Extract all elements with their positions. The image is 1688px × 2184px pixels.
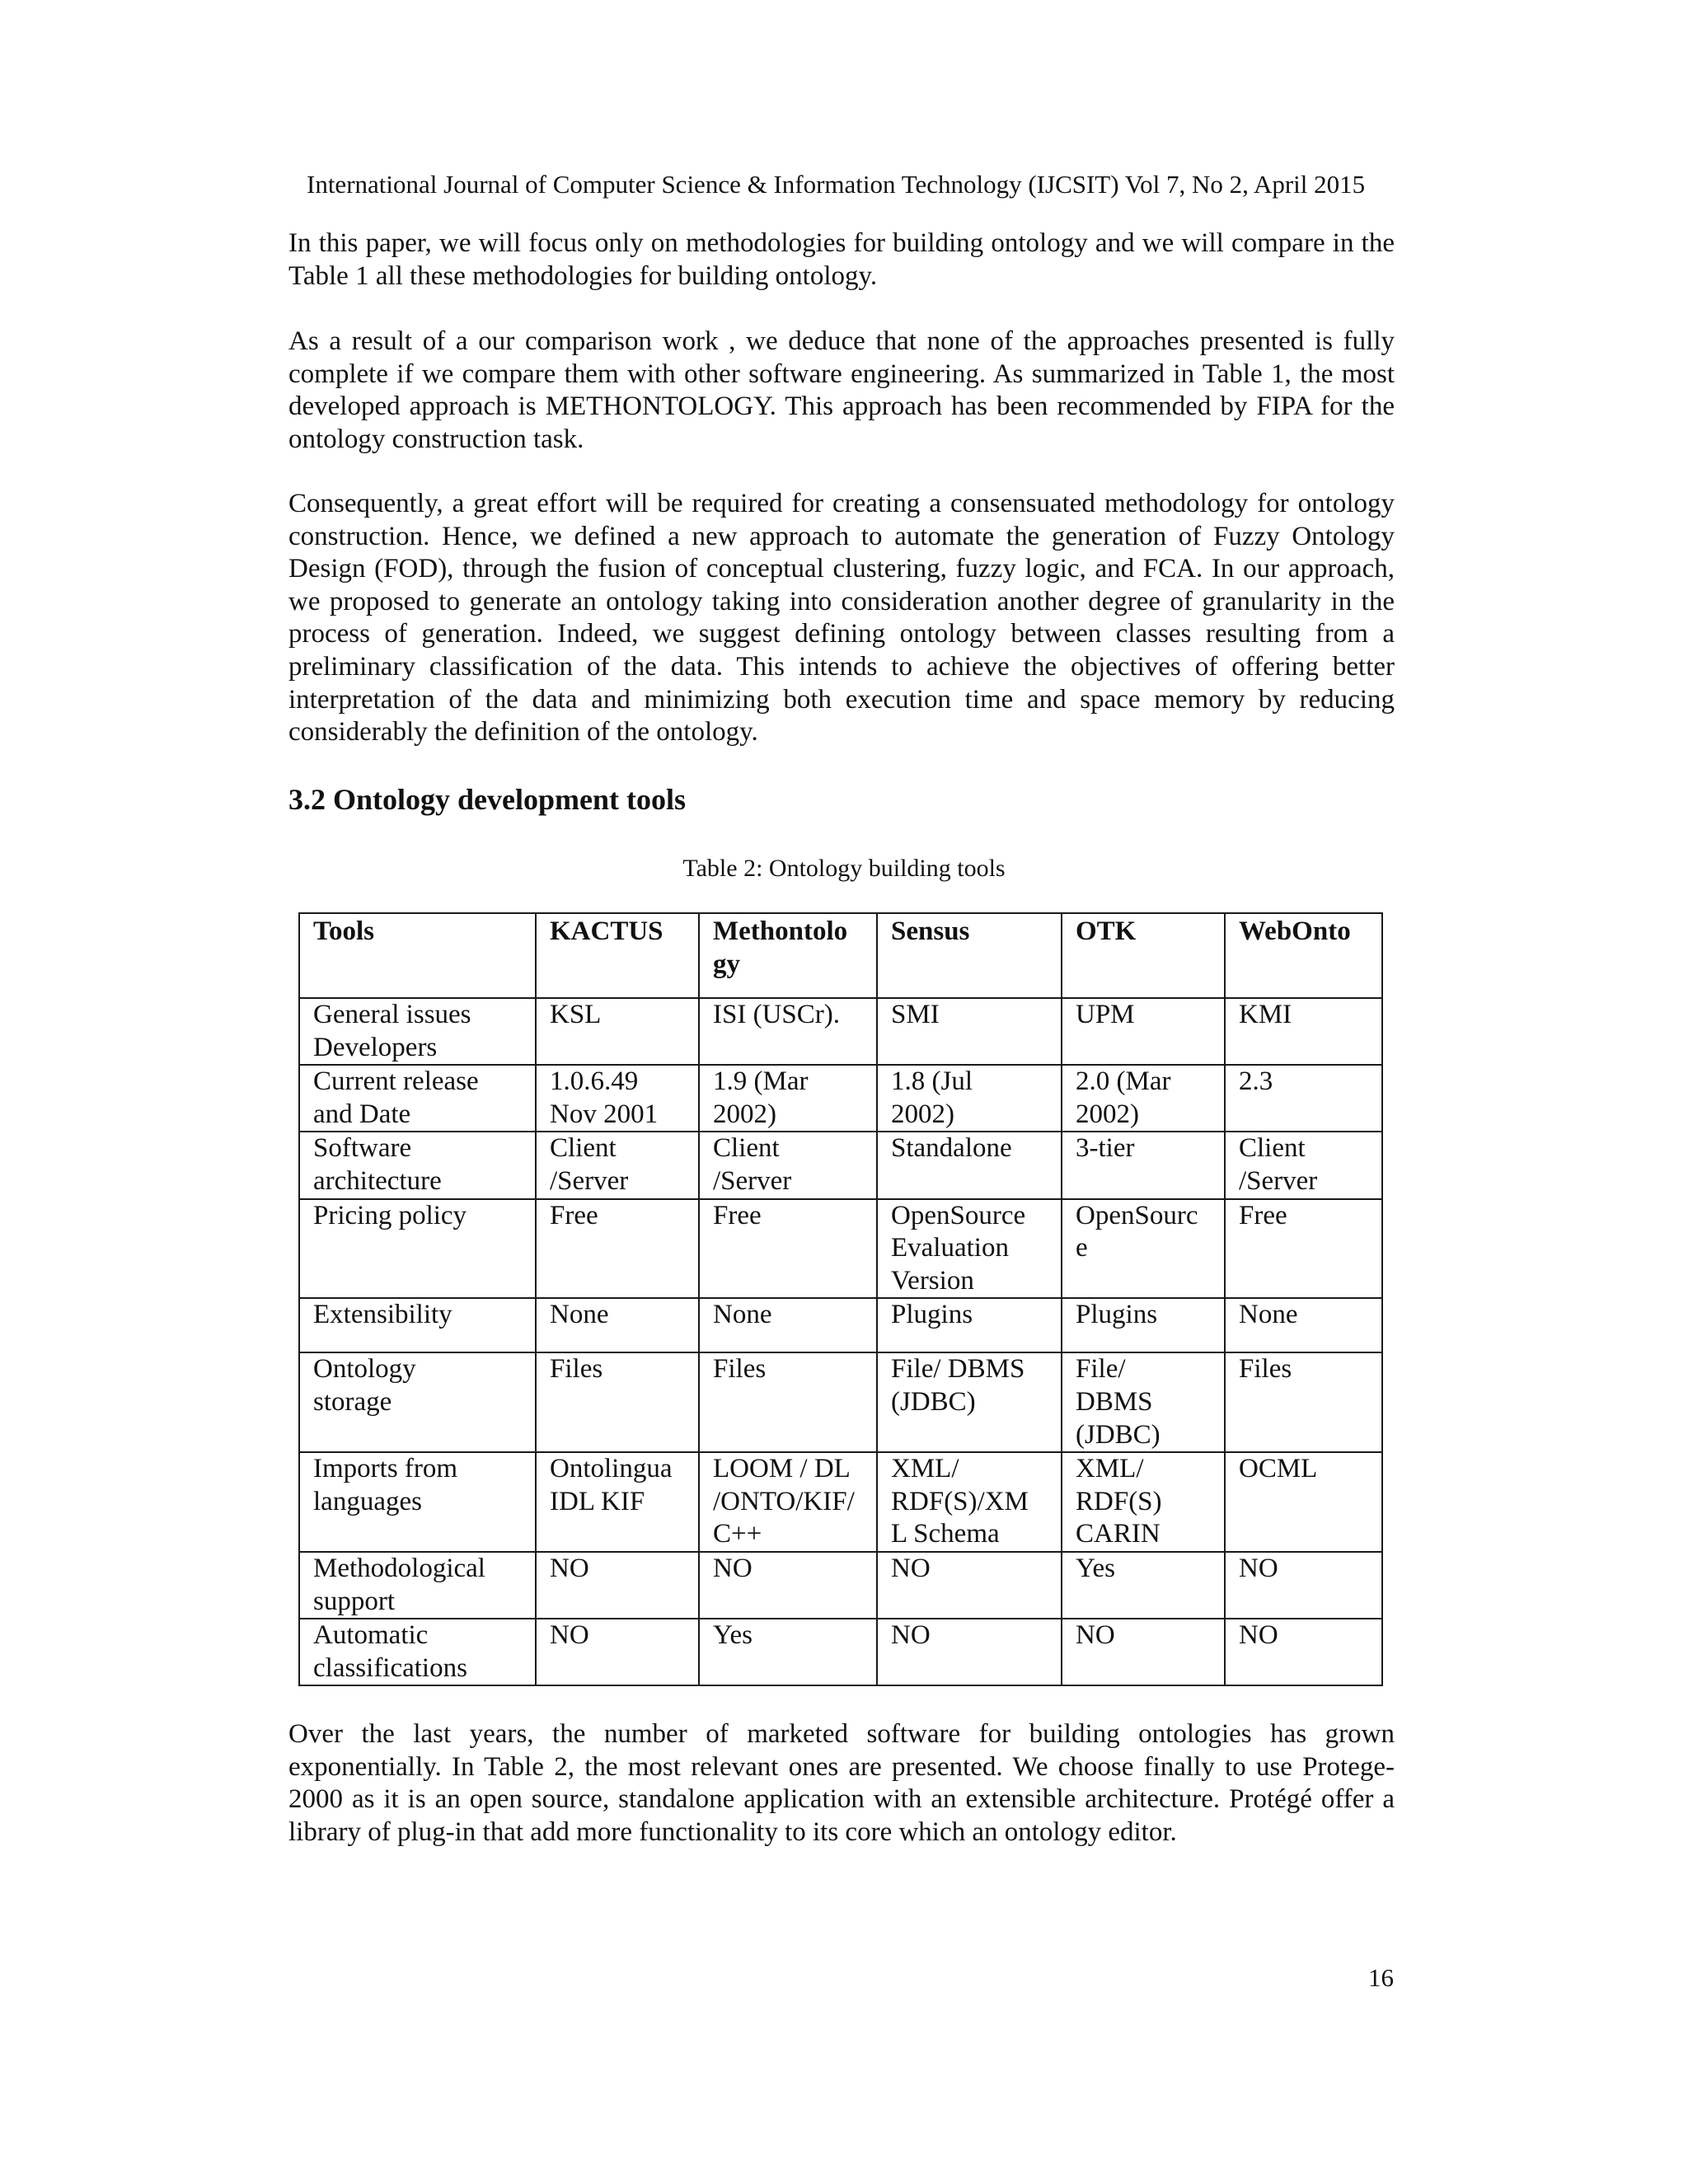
table-header-cell: Tools — [299, 913, 536, 998]
table-cell: 2.0 (Mar 2002) — [1062, 1065, 1225, 1132]
table-cell: Imports from languages — [299, 1452, 536, 1552]
table-header-cell: Methontolo gy — [699, 913, 877, 998]
table-row — [299, 1452, 1382, 1552]
table-row — [299, 1199, 1382, 1299]
table-cell: Extensibility — [299, 1298, 536, 1352]
table-cell: File/ DBMS (JDBC) — [1062, 1352, 1225, 1452]
table-cell: 2.3 — [1225, 1065, 1382, 1132]
table-cell: ISI (USCr). — [699, 998, 877, 1065]
table-row — [299, 1552, 1382, 1619]
section-heading: 3.2 Ontology development tools — [288, 783, 686, 816]
table-header-cell: OTK — [1062, 913, 1225, 998]
paragraph-comparison: As a result of a our comparison work , we deduce that none of the approaches presented is fully complete if we compare them with other software engineering. As summarized in Table 1, the most developed approach is METHONTOLOGY. This approach has been recommended by FIPA for the ontology construction task. — [288, 326, 1395, 454]
table-cell: NO — [699, 1552, 877, 1619]
page-number: 16 — [1368, 1963, 1394, 1992]
table-cell: Ontolingua IDL KIF — [536, 1452, 699, 1552]
table-cell: Free — [1225, 1199, 1382, 1299]
table-cell: XML/ RDF(S) CARIN — [1062, 1452, 1225, 1552]
table-row — [299, 998, 1382, 1065]
paragraph-tools-summary: Over the last years, the number of marketed software for building ontologies has grown exponentially. In Table 2, the most relevant ones are presented. We choose finally to use Protege-2000 as it is an open source, standalone application with an extensible architecture. Protégé offer a library of plug-in that add more functionality to its core which an ontology editor. — [288, 1719, 1395, 1847]
table-cell: LOOM / DL /ONTO/KIF/ C++ — [699, 1452, 877, 1552]
paragraph-intro: In this paper, we will focus only on methodologies for building ontology and we will compare in the Table 1 all these methodologies for building ontology. — [288, 228, 1395, 291]
table-row — [299, 1352, 1382, 1452]
table-header-cell: KACTUS — [536, 913, 699, 998]
table-cell: 1.0.6.49 Nov 2001 — [536, 1065, 699, 1132]
journal-header: International Journal of Computer Science & Information Technology (IJCSIT) Vol 7, No 2, April 2015 — [307, 170, 1366, 199]
table-cell: Yes — [699, 1619, 877, 1685]
table-cell: Free — [699, 1199, 877, 1299]
table-cell: OpenSourc e — [1062, 1199, 1225, 1299]
table-cell: UPM — [1062, 998, 1225, 1065]
table-cell: NO — [1062, 1619, 1225, 1685]
table-cell: KMI — [1225, 998, 1382, 1065]
table-row — [299, 1619, 1382, 1685]
table-cell: NO — [877, 1619, 1062, 1685]
table-cell: Client /Server — [699, 1132, 877, 1198]
table-row — [299, 1065, 1382, 1132]
ontology-tools-table — [298, 912, 1383, 1686]
table-cell: General issues Developers — [299, 998, 536, 1065]
table-cell: None — [1225, 1298, 1382, 1352]
table-cell: 1.8 (Jul 2002) — [877, 1065, 1062, 1132]
table-cell: NO — [1225, 1552, 1382, 1619]
table-cell: Files — [699, 1352, 877, 1452]
table-cell: Standalone — [877, 1132, 1062, 1198]
table-cell: OpenSource Evaluation Version — [877, 1199, 1062, 1299]
table-row — [299, 1132, 1382, 1198]
table-cell: Methodological support — [299, 1552, 536, 1619]
table-cell: Client /Server — [536, 1132, 699, 1198]
table-cell: OCML — [1225, 1452, 1382, 1552]
table-header-row — [299, 913, 1382, 998]
table-cell: Automatic classifications — [299, 1619, 536, 1685]
table-cell: NO — [1225, 1619, 1382, 1685]
table-cell: None — [699, 1298, 877, 1352]
table-cell: Client /Server — [1225, 1132, 1382, 1198]
table-cell: File/ DBMS (JDBC) — [877, 1352, 1062, 1452]
table-cell: Plugins — [877, 1298, 1062, 1352]
table-cell: None — [536, 1298, 699, 1352]
table-cell: Software architecture — [299, 1132, 536, 1198]
paragraph-approach: Consequently, a great effort will be required for creating a consensuated methodology for ontology construction. Hence, we defined a new approach to automate the generation of Fuzzy Ontology Design (FOD), through the fusion of conceptual clustering, fuzzy logic, and FCA. In our approach, we proposed to generate an ontology taking into consideration another degree of granularity in the process of generation. Indeed, we suggest defining ontology between classes resulting from a preliminary classification of the data. This intends to achieve the objectives of offering better interpretation of the data and minimizing both execution time and space memory by reducing considerably the definition of the ontology. — [288, 489, 1395, 748]
table-cell: Files — [536, 1352, 699, 1452]
table-header-cell: WebOnto — [1225, 913, 1382, 998]
table-cell: NO — [536, 1619, 699, 1685]
table-cell: Current release and Date — [299, 1065, 536, 1132]
table-cell: Ontology storage — [299, 1352, 536, 1452]
table-cell: SMI — [877, 998, 1062, 1065]
table-row — [299, 1298, 1382, 1352]
table-cell: NO — [536, 1552, 699, 1619]
table-header-cell: Sensus — [877, 913, 1062, 998]
table-cell: XML/ RDF(S)/XM L Schema — [877, 1452, 1062, 1552]
table-cell: Yes — [1062, 1552, 1225, 1619]
table-caption: Table 2: Ontology building tools — [682, 855, 1006, 882]
table-cell: 3-tier — [1062, 1132, 1225, 1198]
table-cell: 1.9 (Mar 2002) — [699, 1065, 877, 1132]
table-cell: Plugins — [1062, 1298, 1225, 1352]
table-cell: KSL — [536, 998, 699, 1065]
table-cell: Files — [1225, 1352, 1382, 1452]
table-cell: Pricing policy — [299, 1199, 536, 1299]
table-cell: NO — [877, 1552, 1062, 1619]
table-cell: Free — [536, 1199, 699, 1299]
